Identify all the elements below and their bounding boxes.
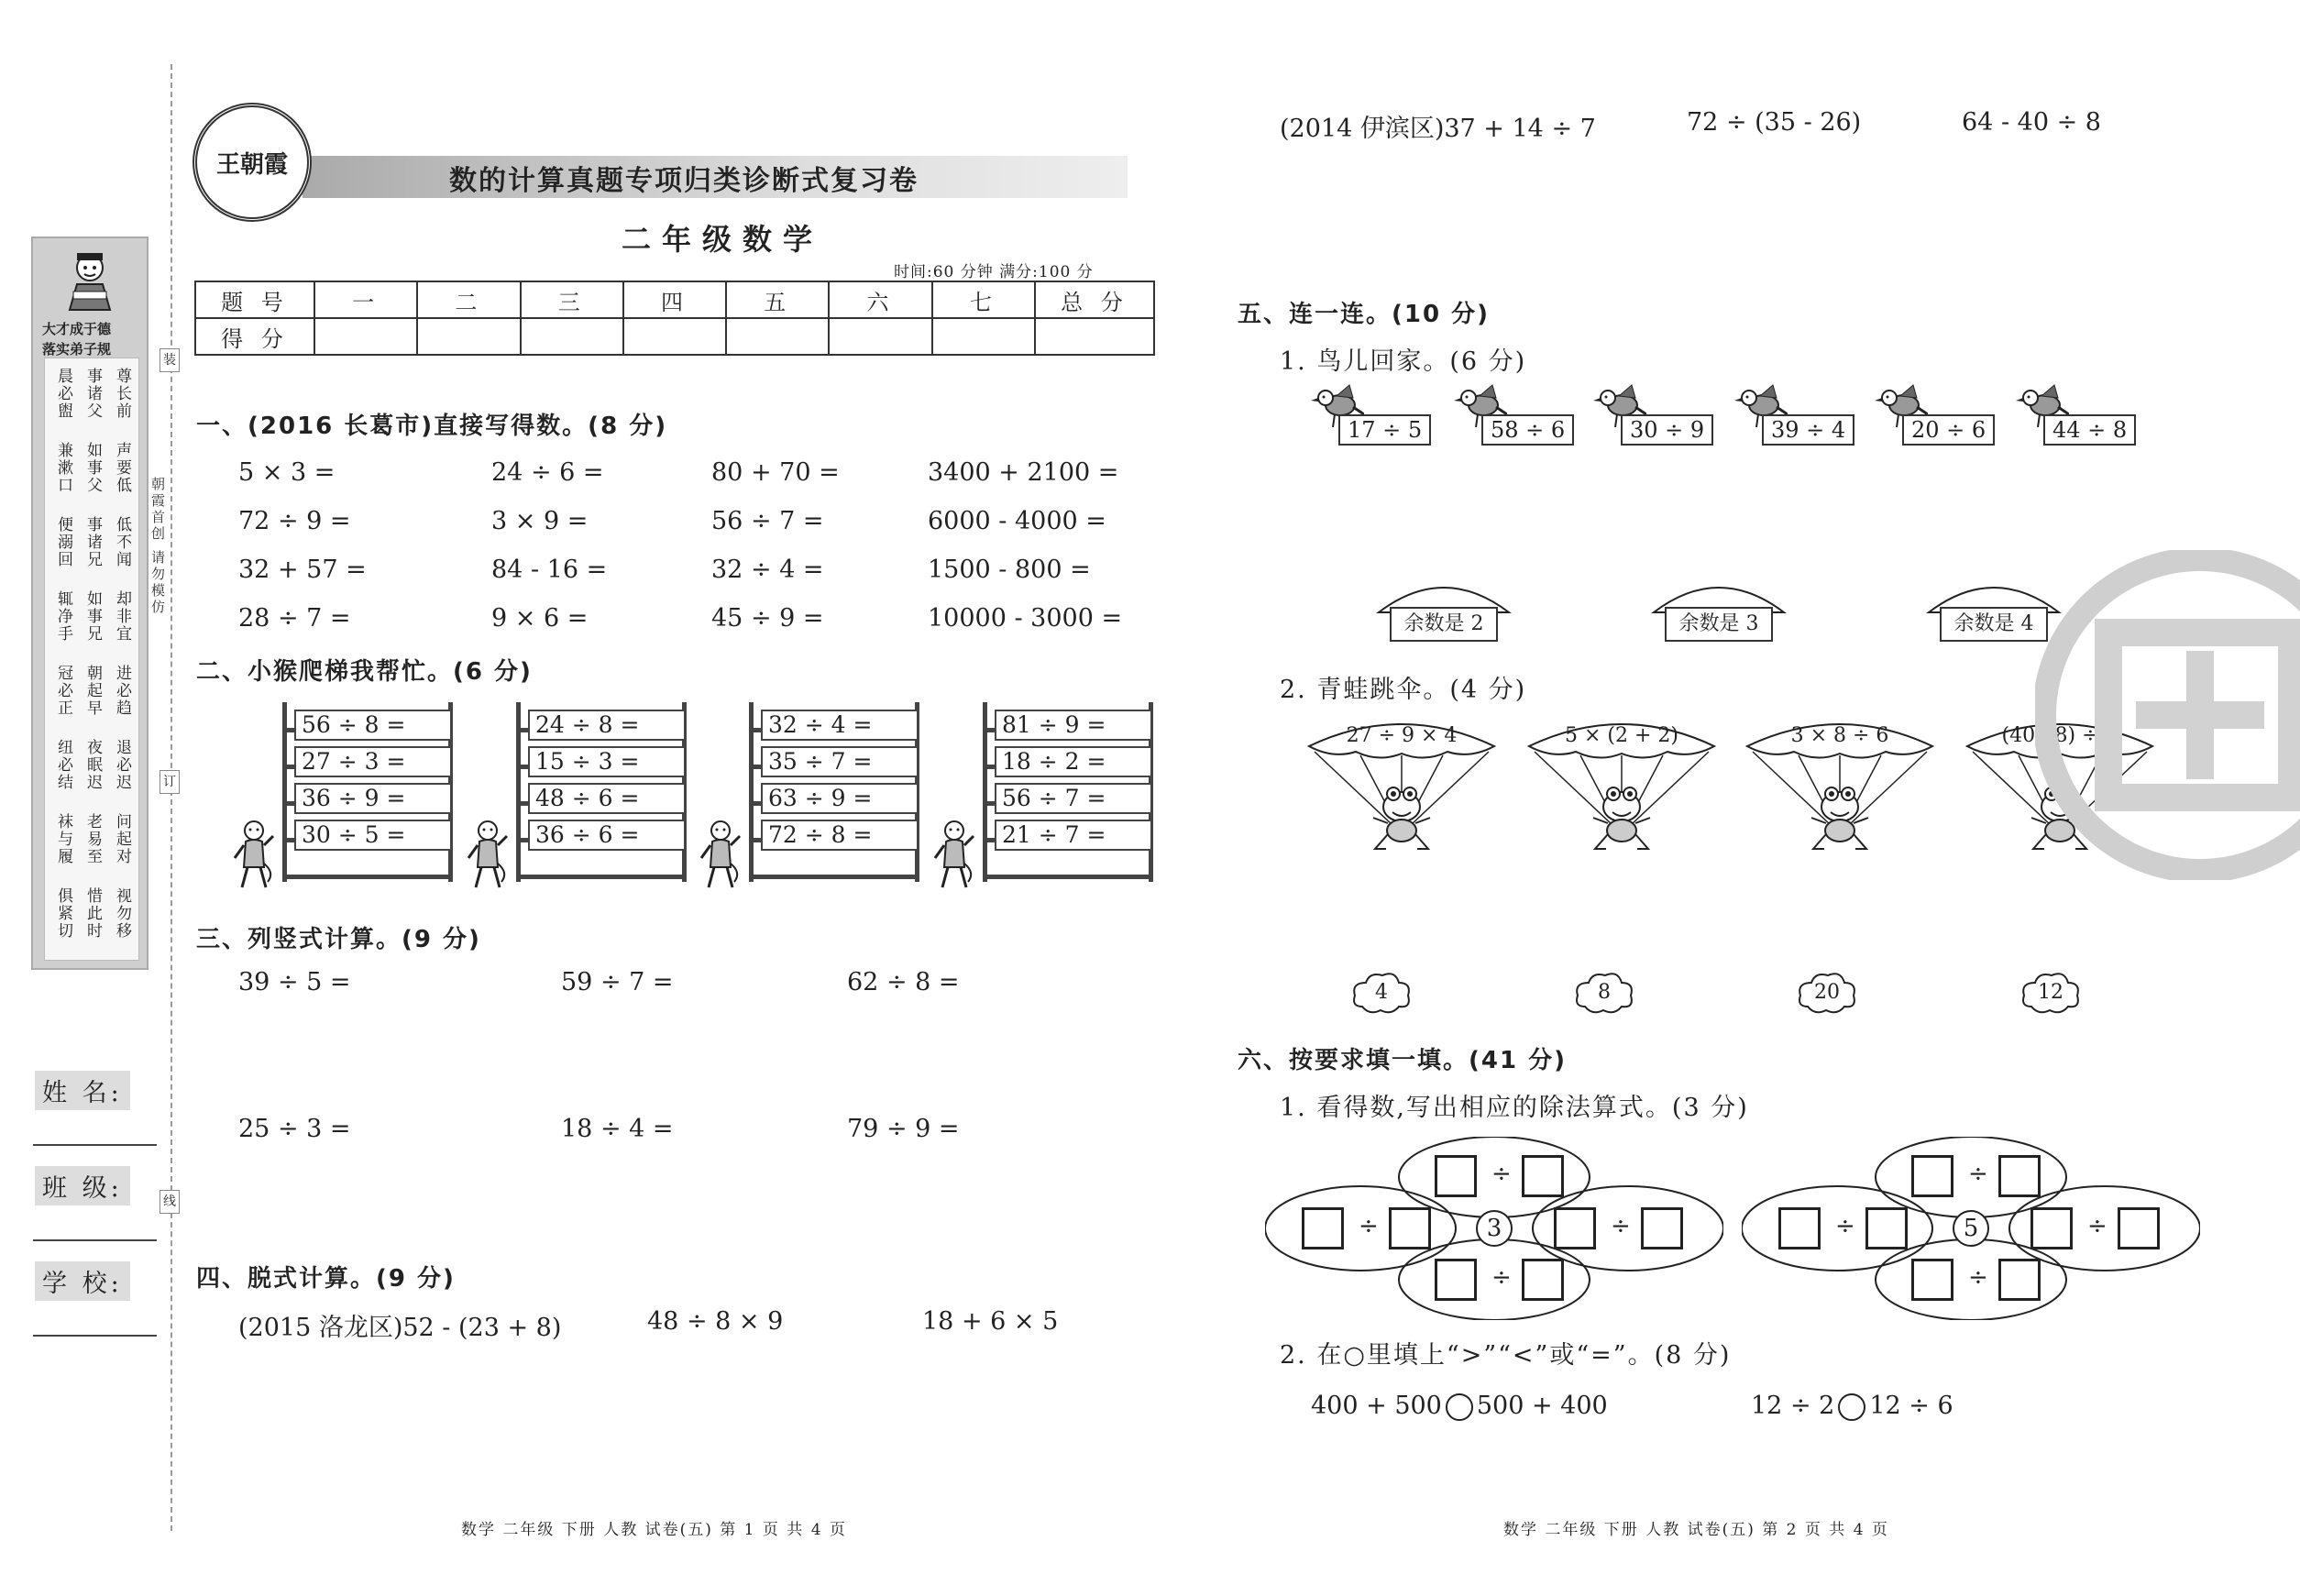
score-cell: 二 bbox=[417, 281, 520, 318]
scholar-illustration bbox=[61, 248, 119, 312]
mental-calc-item: 3 × 9 = bbox=[491, 507, 589, 535]
nest-label: 余数是 2 bbox=[1390, 607, 1498, 642]
answer-box[interactable] bbox=[1998, 1259, 2041, 1301]
score-cell: 五 bbox=[726, 281, 829, 318]
ladder-expression: 72 ÷ 8 = bbox=[761, 820, 919, 851]
class-label: 班 级: bbox=[35, 1166, 130, 1205]
vertical-calc-item: 39 ÷ 5 = bbox=[238, 968, 351, 996]
compare-left: 400 + 500 bbox=[1311, 1392, 1442, 1420]
motto-column: 视勿移 bbox=[113, 887, 131, 940]
section5-heading: 五、连一连。(10 分) bbox=[1238, 301, 1490, 328]
score-value-row bbox=[195, 318, 1154, 355]
score-cell: 题 号 bbox=[195, 281, 314, 318]
mental-calc-item: 9 × 6 = bbox=[491, 604, 589, 633]
bird-expression[interactable]: 44 ÷ 8 bbox=[2043, 414, 2136, 446]
motto-column: 却非宜 bbox=[113, 590, 131, 643]
division-sign: ÷ bbox=[2087, 1213, 2107, 1240]
answer-box[interactable] bbox=[1998, 1155, 2041, 1197]
flower-center-number: 5 bbox=[1953, 1210, 1989, 1247]
compare-right: 500 + 400 bbox=[1476, 1392, 1608, 1420]
parachute-expression[interactable]: (40 - 8) ÷ 4 bbox=[2001, 724, 2118, 747]
binding-tag-3: 线 bbox=[160, 1190, 180, 1214]
ladder bbox=[516, 702, 687, 882]
motto-column: 纽必结 bbox=[54, 739, 72, 791]
section4-heading: 四、脱式计算。(9 分) bbox=[196, 1265, 456, 1293]
ladder-expression: 27 ÷ 3 = bbox=[294, 746, 452, 777]
bird-expression[interactable]: 30 ÷ 9 bbox=[1621, 414, 1713, 446]
score-input[interactable] bbox=[521, 318, 623, 355]
motto-column: 朝起早 bbox=[83, 665, 102, 717]
answer-box[interactable] bbox=[1641, 1207, 1683, 1249]
bird-expression[interactable]: 39 ÷ 4 bbox=[1762, 414, 1854, 446]
motto-column: 辄净手 bbox=[54, 590, 72, 643]
ladder bbox=[983, 702, 1153, 882]
mental-calc-item: 24 ÷ 6 = bbox=[491, 458, 604, 487]
motto-box bbox=[44, 358, 139, 961]
score-cell: 六 bbox=[829, 281, 931, 318]
answer-box[interactable] bbox=[1435, 1259, 1477, 1301]
answer-box[interactable] bbox=[2118, 1207, 2160, 1249]
name-label: 姓 名: bbox=[35, 1071, 130, 1110]
ladder-expression: 48 ÷ 6 = bbox=[528, 783, 686, 814]
motto-column: 事诸兄 bbox=[83, 516, 102, 568]
section3-heading: 三、列竖式计算。(9 分) bbox=[196, 926, 481, 953]
division-sign: ÷ bbox=[1835, 1213, 1855, 1240]
binding-tag-1: 装 bbox=[160, 348, 180, 372]
score-cell: 得 分 bbox=[195, 318, 314, 355]
nest[interactable] bbox=[1650, 576, 1788, 642]
step-calc-item: 18 + 6 × 5 bbox=[922, 1307, 1059, 1336]
answer-box[interactable] bbox=[1554, 1207, 1596, 1249]
ladder-expression: 35 ÷ 7 = bbox=[761, 746, 919, 777]
score-cell: 七 bbox=[932, 281, 1035, 318]
vertical-calc-item: 79 ÷ 9 = bbox=[847, 1115, 960, 1143]
sidebar-panel bbox=[31, 237, 149, 970]
parachute-expression[interactable]: 3 × 8 ÷ 6 bbox=[1790, 724, 1889, 747]
mental-calc-item: 28 ÷ 7 = bbox=[238, 604, 351, 633]
motto-column: 事诸父 bbox=[83, 368, 102, 420]
mental-calc-item: 45 ÷ 9 = bbox=[711, 604, 824, 633]
parachute-expression[interactable]: 5 × (2 + 2) bbox=[1565, 724, 1678, 747]
ladder-rung bbox=[287, 875, 448, 879]
binding-tag-2: 订 bbox=[160, 770, 180, 794]
section5-part2-title: 2. 青蛙跳伞。(4 分) bbox=[1280, 676, 1527, 704]
mental-calc-item: 3400 + 2100 = bbox=[928, 458, 1119, 487]
cloud-answer[interactable] bbox=[1349, 970, 1414, 1016]
slogan-1: 大才成于德 bbox=[42, 321, 112, 337]
compare-item bbox=[1311, 1392, 1608, 1421]
compare-left: 12 ÷ 2 bbox=[1751, 1392, 1835, 1420]
mental-calc-item: 5 × 3 = bbox=[238, 458, 336, 487]
score-cell: 三 bbox=[521, 281, 623, 318]
ladder-rung bbox=[521, 875, 682, 879]
page-title: 数的计算真题专项归类诊断式复习卷 bbox=[449, 165, 919, 197]
school-input-line[interactable] bbox=[33, 1335, 157, 1337]
vertical-calc-item: 25 ÷ 3 = bbox=[238, 1115, 351, 1143]
answer-box[interactable] bbox=[1389, 1207, 1431, 1249]
page-subtitle: 二年级数学 bbox=[622, 222, 824, 257]
answer-box[interactable] bbox=[1865, 1207, 1908, 1249]
monkey-icon bbox=[931, 818, 977, 891]
ladder bbox=[749, 702, 919, 882]
vertical-calc-item: 59 ÷ 7 = bbox=[561, 968, 674, 996]
step-calc-item: 48 ÷ 8 × 9 bbox=[647, 1307, 784, 1336]
score-input[interactable] bbox=[417, 318, 520, 355]
monkey-icon bbox=[465, 818, 511, 891]
ladder-expression: 36 ÷ 6 = bbox=[528, 820, 686, 851]
monkey-icon bbox=[698, 818, 743, 891]
step-calc-item: (2014 伊滨区)37 + 14 ÷ 7 bbox=[1280, 115, 1596, 143]
score-table bbox=[194, 281, 1155, 356]
mental-calc-item: 10000 - 3000 = bbox=[928, 604, 1123, 633]
frog-icon bbox=[1370, 779, 1434, 853]
watermark-seal bbox=[2035, 550, 2300, 880]
score-cell: 四 bbox=[623, 281, 726, 318]
section1-heading: 一、(2016 长葛市)直接写得数。(8 分) bbox=[196, 413, 668, 440]
compare-circle[interactable] bbox=[1838, 1393, 1865, 1421]
cloud-value: 20 bbox=[1814, 981, 1840, 1004]
mental-calc-item: 84 - 16 = bbox=[491, 556, 608, 584]
step-calc-item: 64 - 40 ÷ 8 bbox=[1962, 108, 2101, 137]
mental-calc-item: 72 ÷ 9 = bbox=[238, 507, 351, 535]
step-calc-item: (2015 洛龙区)52 - (23 + 8) bbox=[238, 1314, 562, 1342]
answer-box[interactable] bbox=[2030, 1207, 2073, 1249]
motto-column: 尊长前 bbox=[113, 368, 131, 420]
parachute-expression[interactable]: 27 ÷ 9 × 4 bbox=[1346, 724, 1458, 747]
slogan-2: 落实弟子规 bbox=[42, 341, 112, 358]
motto-column: 如事父 bbox=[83, 442, 102, 494]
score-input[interactable] bbox=[623, 318, 726, 355]
score-cell: 总 分 bbox=[1035, 281, 1154, 318]
cloud-answer[interactable] bbox=[2019, 970, 2083, 1016]
motto-column: 惜此时 bbox=[83, 887, 102, 940]
division-sign: ÷ bbox=[1359, 1213, 1379, 1240]
motto-column: 退必迟 bbox=[113, 739, 131, 791]
copyright-note: 朝霞首创 请勿模仿 bbox=[149, 477, 166, 616]
score-input[interactable] bbox=[829, 318, 931, 355]
ladder-expression: 81 ÷ 9 = bbox=[995, 710, 1152, 741]
ladder-expression: 18 ÷ 2 = bbox=[995, 746, 1152, 777]
ladder-rung bbox=[754, 875, 915, 879]
motto-column: 晨必盥 bbox=[54, 368, 72, 420]
answer-box[interactable] bbox=[1911, 1155, 1953, 1197]
division-sign: ÷ bbox=[1968, 1161, 1988, 1188]
binding-line bbox=[171, 64, 172, 1531]
motto-column: 问起对 bbox=[113, 813, 131, 865]
cloud-value: 12 bbox=[2038, 981, 2063, 1004]
score-input[interactable] bbox=[932, 318, 1035, 355]
ladder-expression: 21 ÷ 7 = bbox=[995, 820, 1152, 851]
mental-calc-item: 6000 - 4000 = bbox=[928, 507, 1106, 535]
answer-box[interactable] bbox=[1435, 1155, 1477, 1197]
score-input[interactable] bbox=[726, 318, 829, 355]
name-input-line[interactable] bbox=[33, 1144, 157, 1146]
mental-calc-item: 80 + 70 = bbox=[711, 458, 840, 487]
motto-column: 低不闻 bbox=[113, 516, 131, 568]
mental-calc-item: 56 ÷ 7 = bbox=[711, 507, 824, 535]
answer-box[interactable] bbox=[1522, 1259, 1564, 1301]
footer-page2: 数学 二年级 下册 人教 试卷(五) 第 2 页 共 4 页 bbox=[1503, 1521, 1889, 1539]
score-cell: 一 bbox=[314, 281, 417, 318]
motto-column: 如事兄 bbox=[83, 590, 102, 643]
bird-expression[interactable]: 20 ÷ 6 bbox=[1902, 414, 1995, 446]
brand-logo: 王朝霞 bbox=[193, 103, 312, 222]
motto-column: 袜与履 bbox=[54, 813, 72, 865]
cloud-answer[interactable] bbox=[1795, 970, 1859, 1016]
section6-heading: 六、按要求填一填。(41 分) bbox=[1238, 1047, 1567, 1074]
ladder-expression: 63 ÷ 9 = bbox=[761, 783, 919, 814]
flower-center-number: 3 bbox=[1476, 1210, 1513, 1247]
ladder-expression: 56 ÷ 8 = bbox=[294, 710, 452, 741]
motto-column: 便溺回 bbox=[54, 516, 72, 568]
frog-icon bbox=[1808, 779, 1872, 853]
nest-label: 余数是 4 bbox=[1940, 607, 2048, 642]
cloud-answer[interactable] bbox=[1572, 970, 1636, 1016]
monkey-icon bbox=[231, 818, 277, 891]
section2-heading: 二、小猴爬梯我帮忙。(6 分) bbox=[196, 658, 533, 686]
motto-column: 俱紧切 bbox=[54, 887, 72, 940]
score-header-row bbox=[195, 281, 1154, 318]
vertical-calc-item: 18 ÷ 4 = bbox=[561, 1115, 674, 1143]
motto-column: 夜眠迟 bbox=[83, 739, 102, 791]
answer-box[interactable] bbox=[1778, 1207, 1821, 1249]
division-sign: ÷ bbox=[1968, 1264, 1988, 1292]
nest[interactable] bbox=[1375, 576, 1513, 642]
bird-expression[interactable]: 17 ÷ 5 bbox=[1338, 414, 1431, 446]
section6-part2-title: 2. 在○里填上“>”“<”或“=”。(8 分) bbox=[1280, 1341, 1732, 1370]
compare-circle[interactable] bbox=[1446, 1393, 1473, 1421]
ladder-expression: 24 ÷ 8 = bbox=[528, 710, 686, 741]
mental-calc-item: 32 ÷ 4 = bbox=[711, 556, 824, 584]
step-calc-item: 72 ÷ (35 - 26) bbox=[1687, 108, 1862, 137]
mental-calc-item: 32 + 57 = bbox=[238, 556, 367, 584]
class-input-line[interactable] bbox=[33, 1239, 157, 1241]
ladder-expression: 15 ÷ 3 = bbox=[528, 746, 686, 777]
motto-column: 老易至 bbox=[83, 813, 102, 865]
score-input[interactable] bbox=[314, 318, 417, 355]
motto-column: 兼漱口 bbox=[54, 442, 72, 494]
motto-column: 进必趋 bbox=[113, 665, 131, 717]
vertical-calc-item: 62 ÷ 8 = bbox=[847, 968, 960, 996]
division-sign: ÷ bbox=[1491, 1264, 1512, 1292]
ladder-expression: 30 ÷ 5 = bbox=[294, 820, 452, 851]
mental-calc-item: 1500 - 800 = bbox=[928, 556, 1091, 584]
division-sign: ÷ bbox=[1491, 1161, 1512, 1188]
frog-icon bbox=[1590, 779, 1654, 853]
answer-box[interactable] bbox=[1522, 1155, 1564, 1197]
motto-column: 冠必正 bbox=[54, 665, 72, 717]
compare-item bbox=[1751, 1392, 1953, 1421]
bird-expression[interactable]: 58 ÷ 6 bbox=[1481, 414, 1574, 446]
time-info: 时间:60 分钟 满分:100 分 bbox=[894, 263, 1094, 281]
score-input[interactable] bbox=[1035, 318, 1154, 355]
compare-right: 12 ÷ 6 bbox=[1869, 1392, 1953, 1420]
ladder-expression: 56 ÷ 7 = bbox=[995, 783, 1152, 814]
ladder-expression: 32 ÷ 4 = bbox=[761, 710, 919, 741]
answer-box[interactable] bbox=[1302, 1207, 1344, 1249]
motto-column: 声要低 bbox=[113, 442, 131, 494]
section5-part1-title: 1. 鸟儿回家。(6 分) bbox=[1280, 347, 1527, 376]
ladder bbox=[282, 702, 453, 882]
cloud-value: 4 bbox=[1375, 981, 1388, 1004]
nest-label: 余数是 3 bbox=[1665, 607, 1773, 642]
ladder-expression: 36 ÷ 9 = bbox=[294, 783, 452, 814]
division-sign: ÷ bbox=[1611, 1213, 1631, 1240]
footer-page1: 数学 二年级 下册 人教 试卷(五) 第 1 页 共 4 页 bbox=[461, 1521, 847, 1539]
school-label: 学 校: bbox=[35, 1261, 130, 1301]
section6-part1-title: 1. 看得数,写出相应的除法算式。(3 分) bbox=[1280, 1094, 1749, 1122]
answer-box[interactable] bbox=[1911, 1259, 1953, 1301]
cloud-value: 8 bbox=[1598, 981, 1611, 1004]
ladder-rung bbox=[987, 875, 1149, 879]
